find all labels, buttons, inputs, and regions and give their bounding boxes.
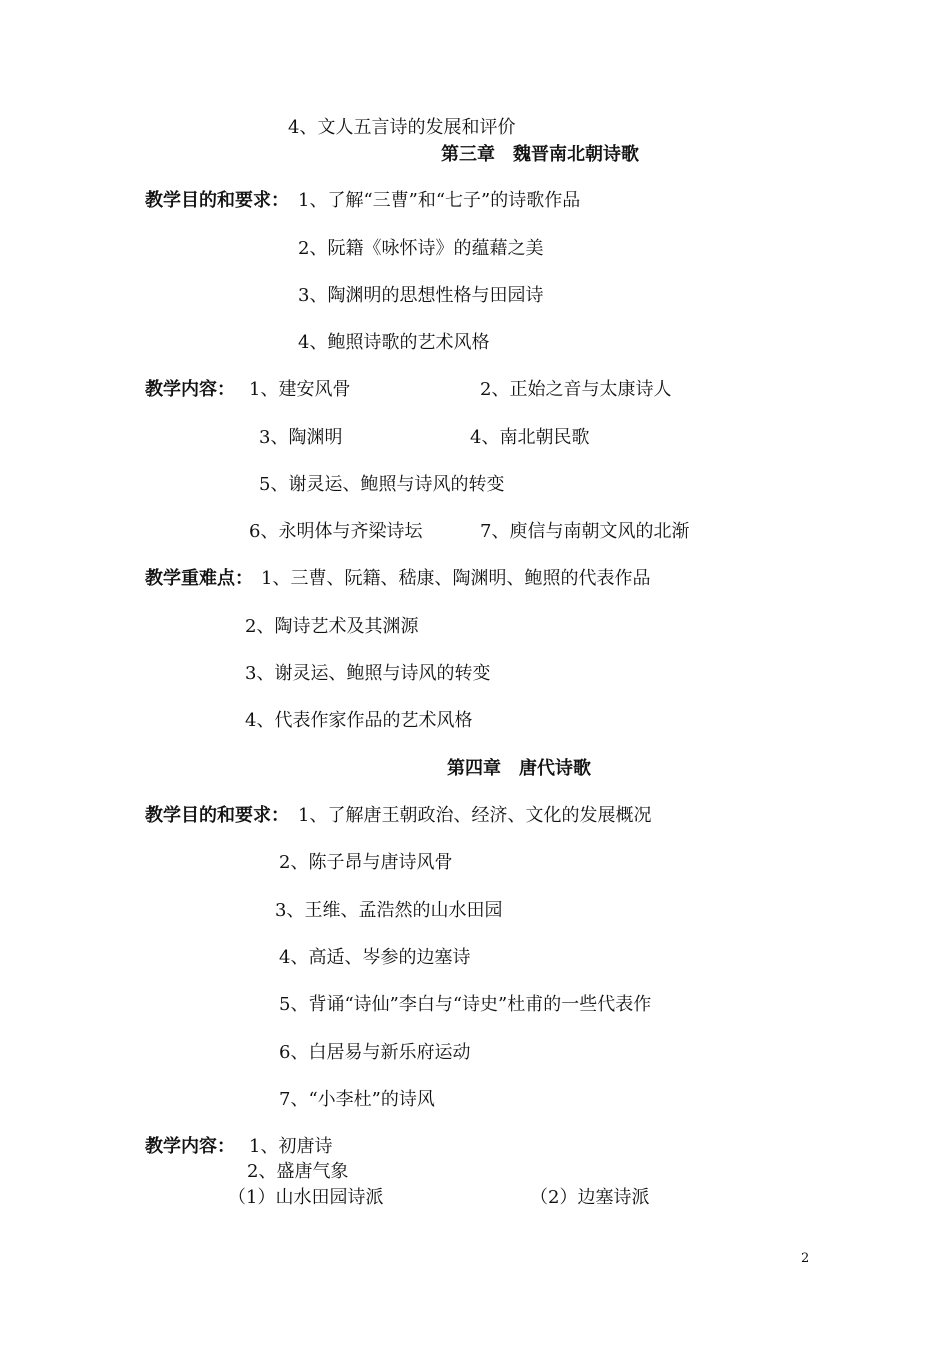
ch4-goal-4: 4、高适、岑参的边塞诗	[279, 947, 471, 968]
ch3-goal-1: 1、了解“三曹”和“七子”的诗歌作品	[298, 190, 581, 211]
ch4-content-2-1: （1）山水田园诗派	[228, 1187, 384, 1208]
ch4-title: 第四章 唐代诗歌	[447, 758, 591, 779]
ch3-content-1: 1、建安风骨	[249, 379, 351, 400]
ch3-content-3: 3、陶渊明	[259, 427, 343, 448]
ch4-goal-1: 1、了解唐王朝政治、经济、文化的发展概况	[298, 805, 652, 826]
ch3-key-2: 2、陶诗艺术及其渊源	[245, 616, 419, 637]
ch2-item-4: 4、文人五言诗的发展和评价	[288, 117, 516, 138]
ch3-title: 第三章 魏晋南北朝诗歌	[441, 144, 639, 165]
ch4-goal-3: 3、王维、孟浩然的山水田园	[275, 900, 503, 921]
ch4-content-label: 教学内容：	[145, 1136, 235, 1157]
ch3-content-4: 4、南北朝民歌	[470, 427, 590, 448]
ch3-content-7: 7、庾信与南朝文风的北渐	[480, 521, 690, 542]
ch3-content-5: 5、谢灵运、鲍照与诗风的转变	[259, 474, 505, 495]
ch3-goal-4: 4、鲍照诗歌的艺术风格	[298, 332, 490, 353]
ch3-content-2: 2、正始之音与太康诗人	[480, 379, 672, 400]
ch4-content-2: 2、盛唐气象	[247, 1161, 349, 1182]
ch3-key-label: 教学重难点：	[145, 568, 253, 589]
ch3-key-1: 1、三曹、阮籍、嵇康、陶渊明、鲍照的代表作品	[261, 568, 651, 589]
ch3-goal-3: 3、陶渊明的思想性格与田园诗	[298, 285, 544, 306]
ch4-goal-5: 5、背诵“诗仙”李白与“诗史”杜甫的一些代表作	[279, 994, 652, 1015]
page-number: 2	[801, 1251, 810, 1266]
ch4-goal-6: 6、白居易与新乐府运动	[279, 1042, 471, 1063]
ch4-goals-label: 教学目的和要求：	[145, 805, 289, 826]
ch4-content-1: 1、初唐诗	[249, 1136, 333, 1157]
ch4-content-2-2: （2）边塞诗派	[530, 1187, 650, 1208]
ch3-key-4: 4、代表作家作品的艺术风格	[245, 710, 473, 731]
ch3-goals-label: 教学目的和要求：	[145, 190, 289, 211]
ch3-content-label: 教学内容：	[145, 379, 235, 400]
ch3-content-6: 6、永明体与齐梁诗坛	[249, 521, 423, 542]
ch3-goal-2: 2、阮籍《咏怀诗》的蕴藉之美	[298, 238, 544, 259]
ch4-goal-2: 2、陈子昂与唐诗风骨	[279, 852, 453, 873]
ch3-key-3: 3、谢灵运、鲍照与诗风的转变	[245, 663, 491, 684]
ch4-goal-7: 7、“小李杜”的诗风	[279, 1089, 435, 1110]
